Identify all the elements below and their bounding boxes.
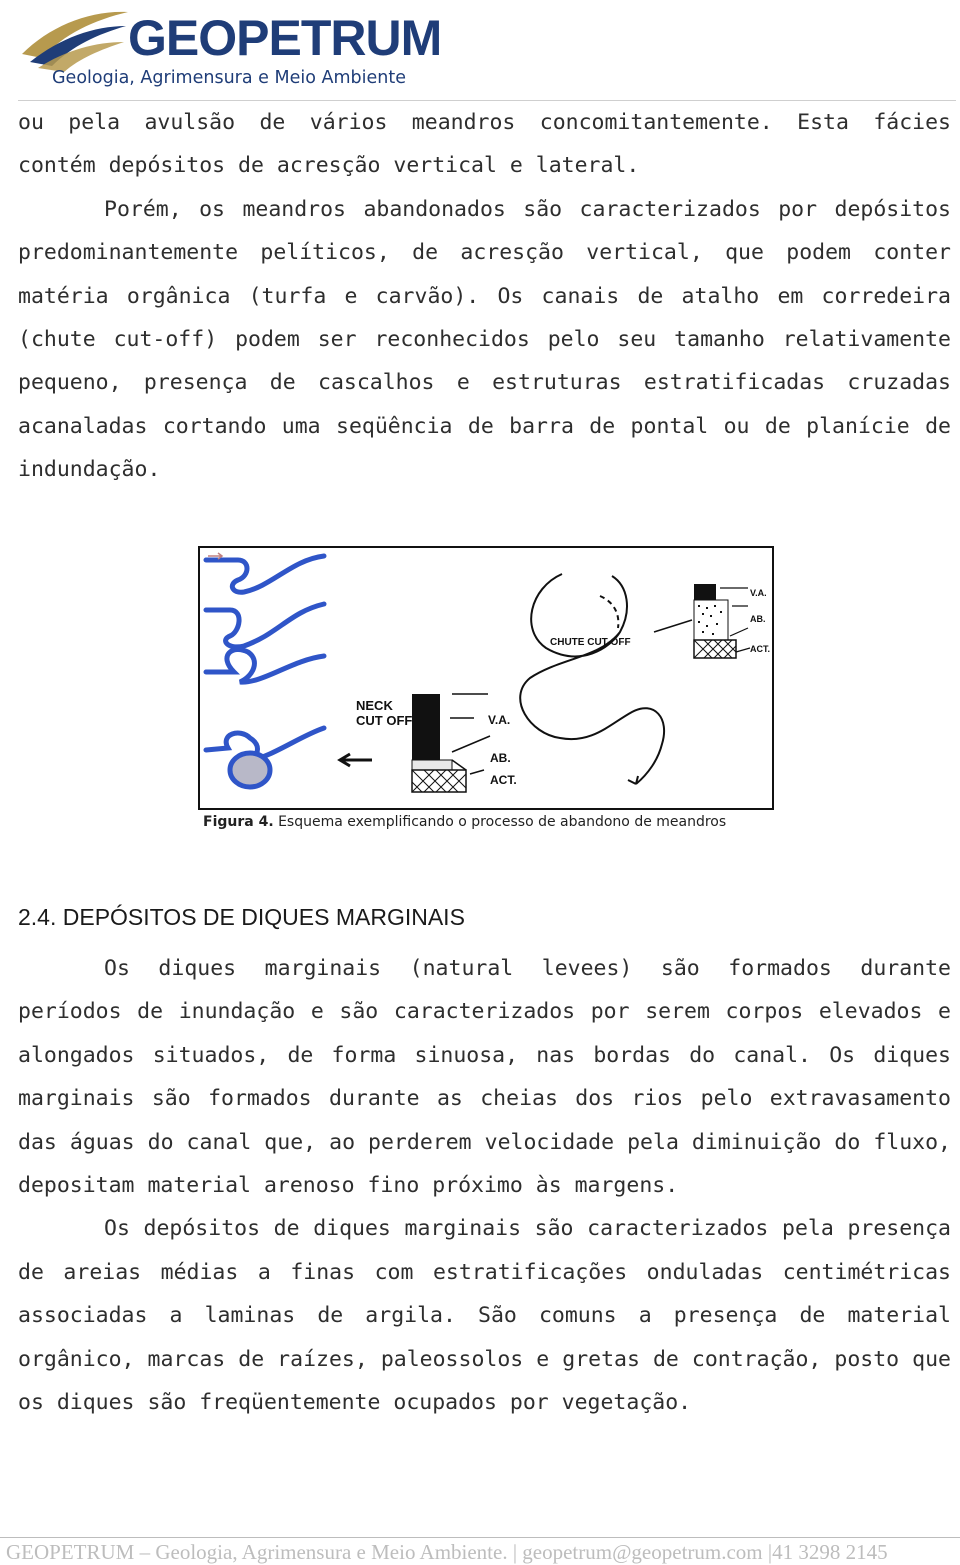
meander-diagram <box>200 548 772 808</box>
text-line: depositam material arenoso fino próximo às margens. <box>18 1173 679 1199</box>
meander-figure <box>198 546 774 810</box>
label-neck: NECK <box>356 698 393 713</box>
figure-caption-text: Esquema exemplificando o processo de abandono de meandros <box>273 814 727 830</box>
label-ab-left: AB. <box>490 751 511 765</box>
text-line: pequeno, presença de cascalhos e estruturas estratificadas cruzadas <box>18 370 951 396</box>
text-line: matéria orgânica (turfa e carvão). Os canais de atalho em corredeira <box>18 283 951 309</box>
text-line: (chute cut-off) podem ser reconhecidos pelo seu tamanho relativamente <box>18 327 951 353</box>
label-cut-off: CUT OFF <box>356 713 413 728</box>
chute-dashes <box>600 596 618 628</box>
figure-caption <box>203 814 726 830</box>
label-va-left: V.A. <box>488 713 511 727</box>
text-line: alongados situados, de forma sinuosa, nas bordas do canal. Os diques <box>18 1042 951 1068</box>
text-line: associadas a laminas de argila. São comuns a presença de material <box>18 1303 951 1329</box>
text-line: marginais são formados durante as cheias dos rios pelo extravasamento <box>18 1086 951 1112</box>
text-line: períodos de inundação e são caracterizados por serem corpos elevados e <box>18 999 951 1025</box>
page-footer: GEOPETRUM – Geologia, Agrimensura e Meio Ambiente. | geopetrum@geopetrum.com |41 3298 2145 <box>6 1540 888 1564</box>
text-line: Os depósitos de diques marginais são caracterizados pela presença <box>104 1216 951 1242</box>
brand-tagline: Geologia, Agrimensura e Meio Ambiente <box>52 68 406 88</box>
text-line: Porém, os meandros abandonados são caracterizados por depósitos <box>104 196 951 222</box>
oxbow-lake-fill <box>230 753 270 787</box>
text-line: de areias médias a finas com estratificações onduladas centimétricas <box>18 1259 951 1285</box>
text-line: os diques são freqüentemente ocupados por vegetação. <box>18 1390 692 1416</box>
text-line: predominantemente pelíticos, de acresção vertical, que podem conter <box>18 240 951 266</box>
arrow-left-icon <box>340 754 372 766</box>
footer-divider <box>0 1537 960 1538</box>
label-chute-cutoff: CHUTE CUT-OFF <box>550 637 631 648</box>
arrow-down-icon <box>628 776 638 784</box>
figure-caption-label: Figura 4. <box>203 814 274 830</box>
meander-curve-black <box>520 574 664 784</box>
label-act-right: ACT. <box>750 644 770 654</box>
stratigraphic-column-left <box>412 694 466 792</box>
swoosh-logo-icon <box>20 4 130 74</box>
section-heading: 2.4. DEPÓSITOS DE DIQUES MARGINAIS <box>18 904 465 930</box>
label-ab-right: AB. <box>750 614 766 624</box>
arrow-to-column-icon <box>654 620 692 632</box>
label-act-left: ACT. <box>490 773 517 787</box>
text-line: orgânico, marcas de raízes, paleossolos e gretas de contração, posto que <box>18 1346 951 1372</box>
body-text-section <box>18 947 951 1424</box>
text-line: contém depósitos de acresção vertical e lateral. <box>18 153 640 179</box>
label-va-right: V.A. <box>750 588 767 598</box>
company-logo <box>20 4 460 94</box>
meander-sequence-blue <box>206 556 324 760</box>
text-line: indundação. <box>18 457 161 483</box>
stratigraphic-column-right <box>694 584 736 658</box>
text-line: Os diques marginais (natural levees) são formados durante <box>104 956 951 981</box>
brand-name: GEOPETRUM <box>128 10 442 66</box>
text-line: das águas do canal que, ao perderem velocidade pela diminuição do fluxo, <box>18 1129 951 1155</box>
text-line: ou pela avulsão de vários meandros concomitantemente. Esta fácies <box>18 110 951 135</box>
body-text-top <box>18 101 951 492</box>
text-line: acanaladas cortando uma seqüência de barra de pontal ou de planície de <box>18 413 951 439</box>
